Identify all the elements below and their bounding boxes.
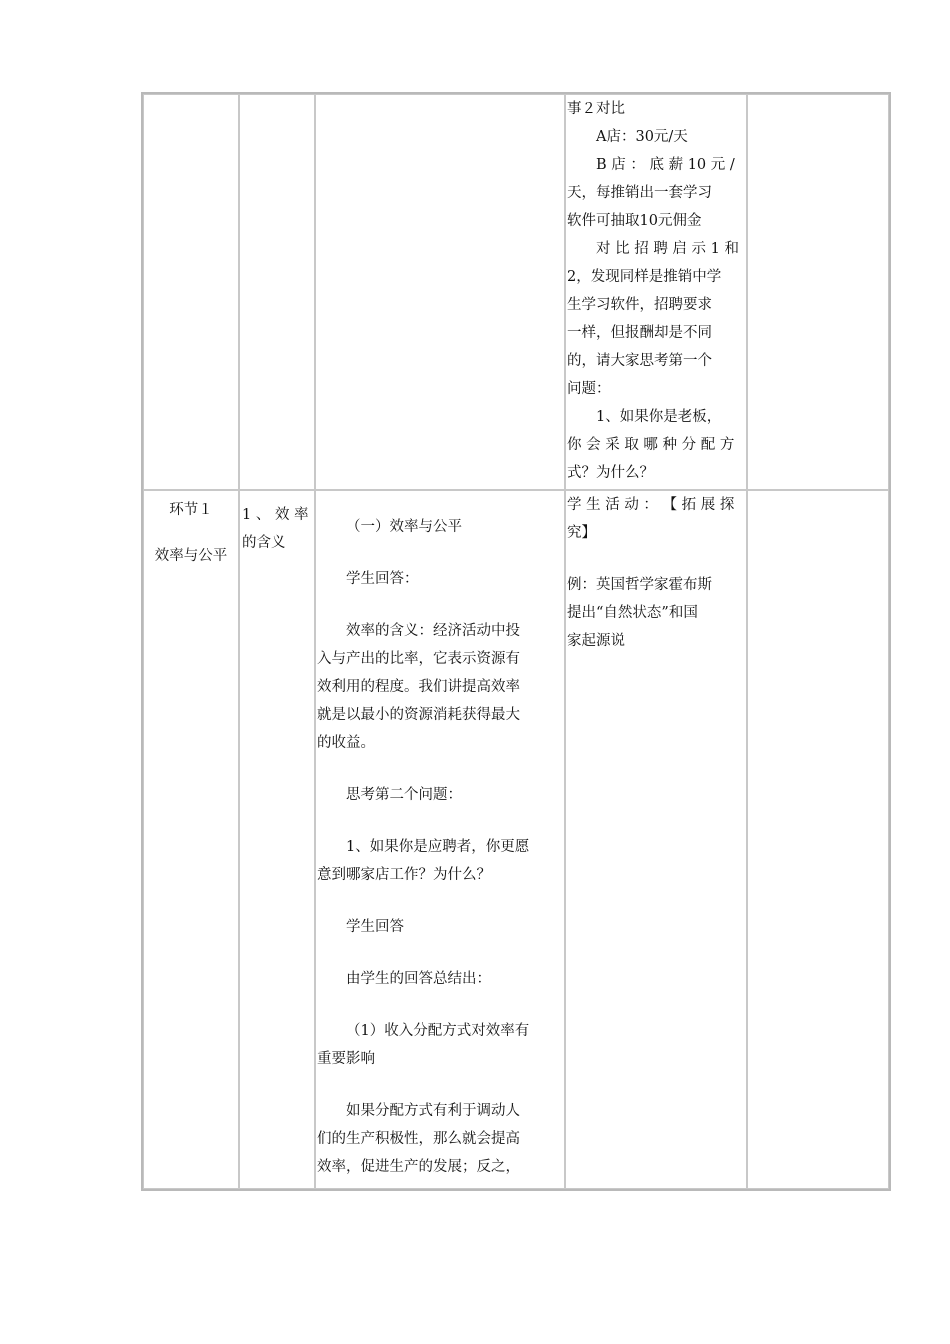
lesson-plan-table <box>141 92 891 1191</box>
activity-line: 究】 <box>567 525 596 541</box>
r1-text-line: 2，发现同样是推销中学 <box>567 269 722 285</box>
r1-text-line: 天，每推销出一套学习 <box>567 185 712 201</box>
definition-line: 就是以最小的资源消耗获得最大 <box>317 707 520 723</box>
example-line: 家起源说 <box>567 633 625 649</box>
r1-col5-cell <box>747 94 889 490</box>
r2-col4-cell <box>565 490 747 1189</box>
r1-col3-cell <box>315 94 565 490</box>
r1-text-line: 一样，但报酬却是不同 <box>567 325 712 341</box>
paragraph: 学生回答 <box>346 919 404 935</box>
r1-text-line: 你 会 采 取 哪 种 分 配 方 <box>567 437 735 453</box>
example-line: 例：英国哲学家霍布斯 <box>567 577 712 593</box>
activity-line: 学 生 活 动 ： 【 拓 展 探 <box>567 497 735 513</box>
r1-text-line: 的，请大家思考第一个 <box>567 353 712 369</box>
question-line: 1、如果你是应聘者，你更愿 <box>346 839 530 855</box>
paragraph: 思考第二个问题： <box>346 787 462 803</box>
r1-text-line: 软件可抽取10元佣金 <box>567 213 702 229</box>
r2-col3-cell <box>315 490 565 1189</box>
topic-line: 的含义 <box>242 535 286 551</box>
definition-line: 的收益。 <box>317 735 375 751</box>
topic-line: 1 、 效 率 <box>242 507 309 523</box>
definition-line: 入与产出的比率，它表示资源有 <box>317 651 520 667</box>
definition-line: 效率的含义：经济活动中投 <box>346 623 520 639</box>
r2-col1-cell <box>143 490 239 1189</box>
conclusion-line: （1）收入分配方式对效率有 <box>346 1023 530 1039</box>
r1-text-line: 生学习软件，招聘要求 <box>567 297 712 313</box>
section-heading: （一）效率与公平 <box>346 519 462 535</box>
definition-line: 效利用的程度。我们讲提高效率 <box>317 679 520 695</box>
r1-text-line: A店：30元/天 <box>596 129 688 145</box>
example-line: 提出“自然状态”和国 <box>567 605 698 621</box>
explanation-line: 效率，促进生产的发展；反之， <box>317 1159 520 1175</box>
r1-col1-cell <box>143 94 239 490</box>
r1-col2-cell <box>239 94 315 490</box>
r2-col2-cell <box>239 490 315 1189</box>
question-line: 意到哪家店工作？为什么？ <box>317 867 491 883</box>
r1-text-line: 式？为什么？ <box>567 465 654 481</box>
conclusion-line: 重要影响 <box>317 1051 375 1067</box>
r1-text-line: 事２对比 <box>567 101 625 117</box>
r1-col4-cell <box>565 94 747 490</box>
explanation-line: 如果分配方式有利于调动人 <box>346 1103 520 1119</box>
explanation-line: 们的生产积极性，那么就会提高 <box>317 1131 520 1147</box>
r1-text-line: 问题： <box>567 381 611 397</box>
paragraph: 由学生的回答总结出： <box>346 971 491 987</box>
r1-text-line: 1、如果你是老板， <box>596 409 722 425</box>
r2-col5-cell <box>747 490 889 1189</box>
r1-text-line: 对 比 招 聘 启 示 1 和 <box>596 241 739 257</box>
r1-text-line: B 店 ： 底 薪 10 元 / <box>596 157 735 173</box>
paragraph: 学生回答： <box>346 571 419 587</box>
stage-title: 效率与公平 <box>154 548 228 564</box>
stage-label: 环节１ <box>169 502 213 518</box>
